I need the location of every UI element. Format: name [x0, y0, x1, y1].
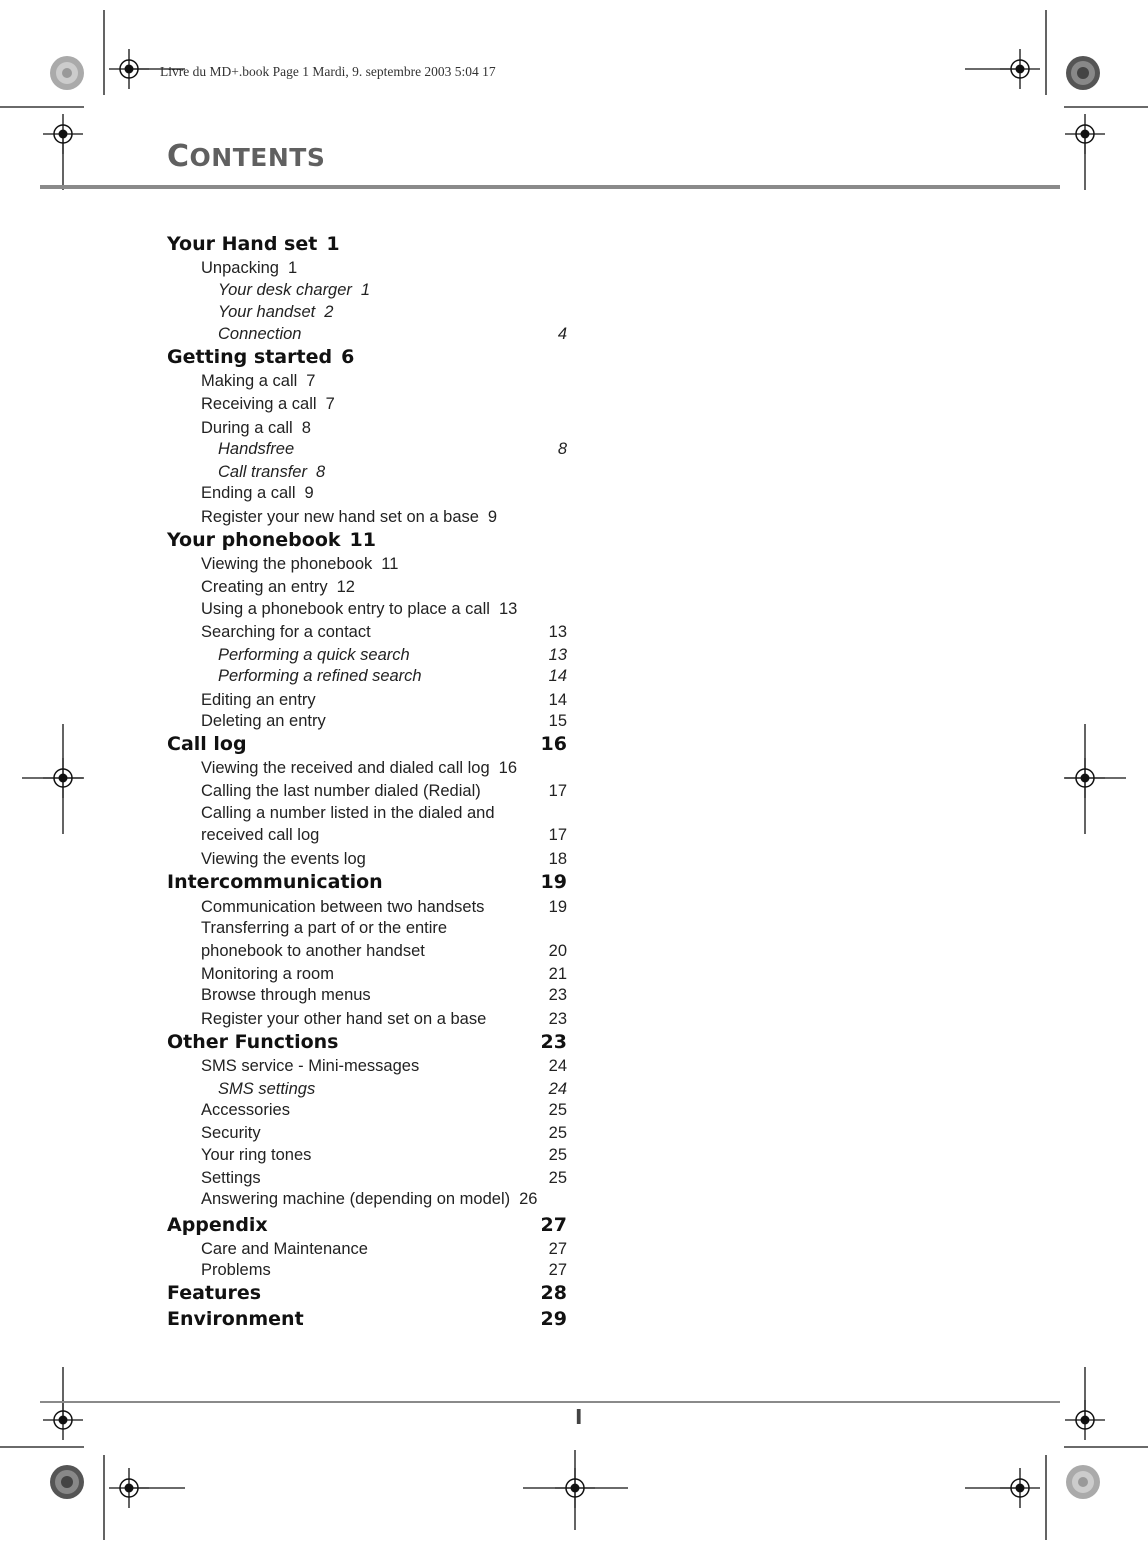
- toc-entry-page: 19: [540, 871, 567, 893]
- toc-entry-page: 17: [548, 826, 567, 844]
- toc-entry-page: 16: [540, 733, 567, 755]
- toc-entry-page: 8: [301, 419, 311, 437]
- toc-entry-title: Appendix: [167, 1214, 268, 1236]
- toc-entry-title: Viewing the phonebook: [201, 555, 373, 573]
- toc-entry-title: Searching for a contact: [201, 623, 371, 641]
- toc-entry-title: received call log: [201, 826, 320, 844]
- toc-entry-title: Communication between two handsets: [201, 898, 485, 916]
- toc-entry-title: Your handset: [218, 303, 316, 321]
- toc-entry-title: Care and Maintenance: [201, 1240, 368, 1258]
- toc-entry-title: Getting started: [167, 346, 333, 368]
- toc-entry-title: Your desk charger: [218, 281, 352, 299]
- toc-entry-page: 13: [498, 600, 518, 618]
- page-number: I: [575, 1405, 583, 1429]
- toc-entry-title: Features: [167, 1282, 262, 1304]
- toc-entry-page: 27: [548, 1261, 567, 1279]
- toc-entry-page: 24: [548, 1057, 567, 1075]
- toc-entry-page: 11: [381, 555, 399, 573]
- toc-entry-title: During a call: [201, 419, 293, 437]
- toc-entry-title: Connection: [218, 325, 302, 343]
- toc-entry-title: Viewing the events log: [201, 850, 366, 868]
- toc-entry-page: 7: [325, 395, 335, 413]
- toc-entry-page: 23: [548, 986, 567, 1004]
- toc-entry-page: 26: [519, 1190, 538, 1208]
- toc-entry-title: Viewing the received and dialed call log: [201, 759, 490, 777]
- toc-entry-page: 23: [540, 1031, 567, 1053]
- toc-entry-page: 8: [557, 440, 567, 458]
- toc-entry-page: 13: [548, 646, 567, 664]
- toc-entry-page: 14: [548, 691, 567, 709]
- toc-entry-title: SMS settings: [218, 1080, 316, 1098]
- toc-entry-title: Creating an entry: [201, 578, 328, 596]
- toc-entry-page: 19: [548, 898, 567, 916]
- toc-entry-page: 25: [548, 1169, 567, 1187]
- toc-entry-title: Unpacking: [201, 259, 279, 277]
- toc-entry-title: Your phonebook: [167, 529, 341, 551]
- toc-entry-page: 24: [548, 1080, 567, 1098]
- toc-entry-page: 16: [498, 759, 517, 777]
- toc-entry-title: Performing a refined search: [218, 667, 422, 685]
- toc-entry-title: Ending a call: [201, 484, 296, 502]
- toc-entry-page: 25: [548, 1101, 567, 1119]
- toc-entry-title: Monitoring a room: [201, 965, 334, 983]
- toc-entry-title: Calling a number listed in the dialed and: [201, 804, 495, 822]
- toc-entry-title: Settings: [201, 1169, 261, 1187]
- toc-entry-title: Call log: [167, 733, 247, 755]
- toc-entry-title: Security: [201, 1124, 261, 1142]
- page-title-rest: ONTENTS: [189, 143, 326, 172]
- toc-entry-title: Register your other hand set on a base: [201, 1010, 487, 1028]
- toc-entry-page: 1: [326, 233, 340, 255]
- toc-entry-title: Problems: [201, 1261, 271, 1279]
- toc-entry-page: 23: [548, 1010, 567, 1028]
- toc-entry-title: Performing a quick search: [218, 646, 410, 664]
- toc-entry-title: Register your new hand set on a base: [201, 508, 479, 526]
- toc-entry-title: Deleting an entry: [201, 712, 326, 730]
- toc-entry-page: 25: [548, 1146, 567, 1164]
- toc-entry-page: 27: [548, 1240, 567, 1258]
- toc-entry-title: Editing an entry: [201, 691, 316, 709]
- toc-entry-page: 1: [360, 281, 371, 299]
- toc-entry-title: Receiving a call: [201, 395, 317, 413]
- toc-entry-title: Transferring a part of or the entire: [201, 919, 448, 937]
- toc-entry-title: phonebook to another handset: [201, 942, 425, 960]
- toc-entry-title: Accessories: [201, 1101, 290, 1119]
- toc-entry-title: Your Hand set: [167, 233, 318, 255]
- page-title-first-letter: C: [167, 139, 190, 174]
- toc-entry-title: Other Functions: [167, 1031, 339, 1053]
- toc-entry-page: 17: [548, 782, 567, 800]
- title-rule: [40, 185, 1060, 189]
- toc-entry-page: 27: [540, 1214, 567, 1236]
- footer-rule: [40, 1401, 1060, 1403]
- toc-entry-page: 12: [336, 578, 355, 596]
- toc-entry-title: Browse through menus: [201, 986, 371, 1004]
- toc-entry-page: 1: [287, 259, 298, 277]
- toc-entry-title: Using a phonebook entry to place a call: [201, 600, 490, 618]
- toc-entry-page: 18: [548, 850, 567, 868]
- toc-entry-page: 9: [304, 484, 314, 502]
- toc-entry-page: 15: [548, 712, 567, 730]
- toc-entry-page: 14: [548, 667, 567, 685]
- toc-entry-title: Calling the last number dialed (Redial): [201, 782, 481, 800]
- page-title: [167, 139, 325, 174]
- toc-entry-page: 8: [315, 463, 326, 481]
- toc-entry-page: 21: [548, 965, 567, 983]
- toc-entry-page: 25: [548, 1124, 567, 1142]
- toc-entry-page: 4: [557, 325, 567, 343]
- toc-entry-title: Environment: [167, 1308, 304, 1330]
- toc-entry-title: Intercommunication: [167, 871, 383, 893]
- toc-entry-page: 6: [341, 346, 355, 368]
- toc-entry-title: SMS service - Mini-messages: [201, 1057, 420, 1075]
- toc-entry-page: 20: [548, 942, 567, 960]
- toc-entry-page: 28: [540, 1282, 567, 1304]
- toc-entry-page: 11: [349, 529, 376, 551]
- toc-entry-page: 2: [324, 303, 334, 321]
- toc-entry-title: Handsfree: [218, 440, 295, 458]
- toc-entry-page: 13: [548, 623, 567, 641]
- toc-entry-title: Answering machine (depending on model): [201, 1190, 511, 1208]
- toc-entry-page: 29: [540, 1308, 567, 1330]
- print-header-info: Livre du MD+.book Page 1 Mardi, 9. septembre 2003 5:04 17: [160, 64, 496, 79]
- toc-entry-title: Making a call: [201, 372, 298, 390]
- toc-entry-page: 9: [487, 508, 498, 526]
- toc-entry-title: Call transfer: [218, 463, 307, 481]
- toc-entry-page: 7: [306, 372, 316, 390]
- toc-entry-title: Your ring tones: [201, 1146, 312, 1164]
